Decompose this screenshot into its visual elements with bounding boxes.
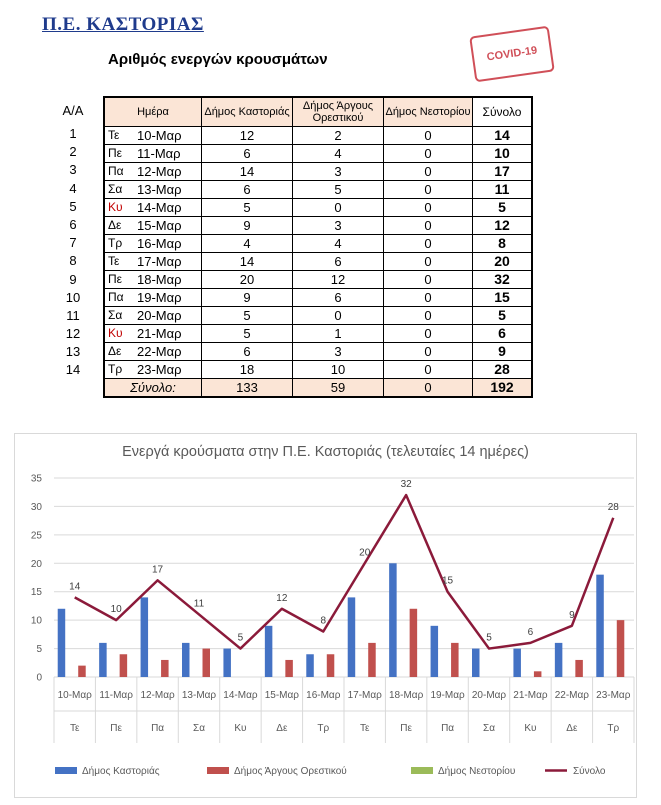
date-cell: 16-Μαρ [134, 235, 202, 253]
bar-kastoria [389, 563, 397, 677]
table-row [104, 235, 532, 253]
bar-kastoria [348, 597, 356, 677]
nestorio-cell: 0 [384, 325, 473, 343]
total-cell: 6 [473, 325, 533, 343]
legend-label: Δήμος Άργους Ορεστικού [234, 766, 347, 777]
col-header-total: Σύνολο [473, 97, 533, 127]
date-cell: 10-Μαρ [134, 127, 202, 145]
y-tick-label: 0 [36, 672, 42, 684]
x-tick-label: 10-Μαρ [57, 690, 92, 701]
bar-kastoria [431, 626, 439, 677]
legend-swatch [411, 767, 433, 774]
aa-number: 3 [69, 162, 77, 178]
date-cell: 18-Μαρ [134, 271, 202, 289]
argos-cell: 2 [293, 127, 384, 145]
x-tick-label: 14-Μαρ [223, 690, 258, 701]
aa-number: 12 [65, 326, 81, 342]
x-day-label: Πε [110, 723, 122, 734]
total-cell: 12 [473, 217, 533, 235]
table-row [104, 253, 532, 271]
sum-label: Σύνολο: [104, 379, 202, 398]
bar-kastoria [58, 609, 66, 677]
data-label: 11 [193, 598, 205, 610]
date-cell: 20-Μαρ [134, 307, 202, 325]
aa-number: 10 [65, 289, 81, 305]
date-cell: 17-Μαρ [134, 253, 202, 271]
day-cell: Σα [104, 307, 134, 325]
legend-label: Δήμος Νεστορίου [438, 766, 516, 777]
bar-argos [285, 660, 293, 677]
kastoria-cell: 5 [202, 307, 293, 325]
covid-stamp [469, 26, 555, 83]
data-label: 5 [486, 632, 492, 644]
x-day-label: Δε [566, 723, 578, 734]
y-tick-label: 15 [30, 587, 42, 599]
date-cell: 21-Μαρ [134, 325, 202, 343]
col-header-argos: Δήμος Άργους Ορεστικού [293, 97, 384, 127]
sum-row [104, 379, 532, 398]
data-label: 15 [442, 575, 454, 587]
day-cell: Δε [104, 343, 134, 361]
x-tick-label: 12-Μαρ [140, 690, 175, 701]
data-label: 9 [569, 609, 575, 621]
nestorio-cell: 0 [384, 181, 473, 199]
sum-argos: 59 [293, 379, 384, 398]
y-tick-label: 20 [30, 558, 42, 570]
table-row [104, 271, 532, 289]
kastoria-cell: 14 [202, 253, 293, 271]
aa-number: 1 [69, 126, 77, 141]
nestorio-cell: 0 [384, 289, 473, 307]
data-label: 8 [320, 615, 327, 627]
region-title: Π.Ε. ΚΑΣΤΟΡΙΑΣ [42, 14, 204, 35]
bar-kastoria [223, 649, 231, 677]
x-day-label: Σα [193, 723, 205, 734]
x-day-label: Τε [359, 723, 370, 734]
y-tick-label: 5 [36, 644, 42, 656]
day-cell: Τε [104, 253, 134, 271]
kastoria-cell: 5 [202, 325, 293, 343]
bar-kastoria [555, 643, 563, 677]
kastoria-cell: 18 [202, 361, 293, 379]
bar-argos [120, 654, 128, 677]
bar-kastoria [182, 643, 190, 677]
kastoria-cell: 5 [202, 199, 293, 217]
aa-number: 11 [66, 307, 80, 323]
x-day-label: Πα [441, 723, 455, 734]
total-cell: 15 [473, 289, 533, 307]
y-tick-label: 10 [30, 615, 42, 627]
aa-column [52, 97, 94, 380]
argos-cell: 12 [293, 271, 384, 289]
argos-cell: 3 [293, 217, 384, 235]
x-day-label: Τε [69, 723, 80, 734]
x-day-label: Δε [276, 723, 288, 734]
x-tick-label: 11-Μαρ [99, 690, 133, 701]
kastoria-cell: 6 [202, 181, 293, 199]
nestorio-cell: 0 [384, 307, 473, 325]
argos-cell: 1 [293, 325, 384, 343]
data-label: 5 [237, 632, 244, 644]
data-label: 28 [607, 501, 619, 513]
bar-argos [617, 620, 625, 677]
y-tick-label: 25 [30, 530, 42, 542]
legend-label: Δήμος Καστοριάς [82, 766, 160, 777]
date-cell: 11-Μαρ [134, 145, 202, 163]
x-day-label: Τρ [317, 723, 330, 734]
argos-cell: 3 [293, 163, 384, 181]
total-cell: 5 [473, 199, 533, 217]
day-cell: Σα [104, 181, 134, 199]
aa-number: 4 [69, 180, 77, 196]
bar-kastoria [265, 626, 273, 677]
kastoria-cell: 6 [202, 145, 293, 163]
date-cell: 13-Μαρ [134, 181, 202, 199]
kastoria-cell: 9 [202, 217, 293, 235]
x-tick-label: 17-Μαρ [347, 690, 382, 701]
y-tick-label: 35 [30, 473, 42, 485]
data-label: 17 [152, 564, 164, 576]
aa-number: 8 [69, 253, 77, 269]
table-row [104, 325, 532, 343]
argos-cell: 4 [293, 145, 384, 163]
nestorio-cell: 0 [384, 361, 473, 379]
legend-swatch [207, 767, 229, 774]
legend-label: Σύνολο [573, 766, 606, 777]
argos-cell: 0 [293, 307, 384, 325]
table-row [104, 289, 532, 307]
chart-container [14, 433, 637, 798]
nestorio-cell: 0 [384, 145, 473, 163]
date-cell: 14-Μαρ [134, 199, 202, 217]
day-cell: Κυ [104, 199, 134, 217]
y-tick-label: 30 [30, 501, 42, 513]
kastoria-cell: 20 [202, 271, 293, 289]
data-label: 6 [527, 626, 534, 638]
argos-cell: 4 [293, 235, 384, 253]
x-tick-label: 16-Μαρ [306, 690, 341, 701]
table-row [104, 181, 532, 199]
bar-argos [368, 643, 376, 677]
total-cell: 20 [473, 253, 533, 271]
total-cell: 11 [473, 181, 533, 199]
x-tick-label: 23-Μαρ [596, 690, 631, 701]
aa-number: 14 [65, 362, 81, 378]
x-day-label: Σα [483, 723, 495, 734]
day-cell: Τρ [104, 235, 134, 253]
aa-number: 2 [69, 144, 77, 160]
argos-cell: 6 [293, 253, 384, 271]
aa-number: 7 [69, 235, 77, 251]
kastoria-cell: 9 [202, 289, 293, 307]
total-cell: 10 [473, 145, 533, 163]
stamp-text: COVID-19 [486, 44, 538, 64]
argos-cell: 6 [293, 289, 384, 307]
bar-argos [534, 671, 542, 677]
bar-argos [575, 660, 583, 677]
total-cell: 14 [473, 127, 533, 145]
date-cell: 12-Μαρ [134, 163, 202, 181]
bar-kastoria [513, 649, 521, 677]
nestorio-cell: 0 [384, 217, 473, 235]
x-day-label: Κυ [234, 723, 247, 734]
nestorio-cell: 0 [384, 163, 473, 181]
chart-title: Ενεργά κρούσματα στην Π.Ε. Καστοριάς (τελευταίες 14 ημέρες) [122, 444, 529, 460]
table-row [104, 361, 532, 379]
x-tick-label: 15-Μαρ [264, 690, 299, 701]
total-cell: 17 [473, 163, 533, 181]
nestorio-cell: 0 [384, 235, 473, 253]
bar-argos [327, 654, 335, 677]
total-cell: 8 [473, 235, 533, 253]
sum-nestorio: 0 [384, 379, 473, 398]
kastoria-cell: 14 [202, 163, 293, 181]
argos-cell: 3 [293, 343, 384, 361]
table-row [104, 163, 532, 181]
x-day-label: Κυ [524, 723, 537, 734]
cases-table [103, 96, 533, 398]
total-cell: 5 [473, 307, 533, 325]
nestorio-cell: 0 [384, 199, 473, 217]
argos-cell: 10 [293, 361, 384, 379]
day-cell: Κυ [104, 325, 134, 343]
kastoria-cell: 12 [202, 127, 293, 145]
aa-number: 13 [65, 344, 81, 360]
bar-argos [410, 609, 418, 677]
sum-kastoria: 133 [202, 379, 293, 398]
data-label: 14 [69, 581, 81, 593]
day-cell: Τε [104, 127, 134, 145]
x-tick-label: 22-Μαρ [554, 690, 589, 701]
chart-svg [15, 434, 636, 797]
bar-kastoria [141, 597, 149, 677]
sum-total: 192 [473, 379, 533, 398]
date-cell: 19-Μαρ [134, 289, 202, 307]
day-cell: Πε [104, 271, 134, 289]
bar-kastoria [99, 643, 107, 677]
table-row [104, 145, 532, 163]
col-header-kastoria: Δήμος Καστοριάς [202, 97, 293, 127]
table-header-row [104, 97, 532, 127]
kastoria-cell: 6 [202, 343, 293, 361]
day-cell: Πα [104, 289, 134, 307]
day-cell: Πα [104, 163, 134, 181]
total-cell: 32 [473, 271, 533, 289]
aa-number: 5 [69, 198, 77, 214]
day-cell: Πε [104, 145, 134, 163]
date-cell: 23-Μαρ [134, 361, 202, 379]
aa-number: 9 [69, 271, 77, 287]
bar-kastoria [596, 575, 604, 677]
table-row [104, 127, 532, 145]
aa-number: 6 [69, 216, 77, 232]
col-header-nestorio: Δήμος Νεστορίου [384, 97, 473, 127]
x-day-label: Τρ [607, 723, 620, 734]
date-cell: 15-Μαρ [134, 217, 202, 235]
bar-argos [78, 666, 86, 677]
day-cell: Τρ [104, 361, 134, 379]
nestorio-cell: 0 [384, 271, 473, 289]
argos-cell: 5 [293, 181, 384, 199]
x-tick-label: 20-Μαρ [471, 690, 507, 701]
bar-argos [161, 660, 169, 677]
legend-swatch [55, 767, 77, 774]
x-tick-label: 13-Μαρ [181, 690, 217, 701]
bar-kastoria [472, 649, 480, 677]
data-label: 12 [276, 592, 288, 604]
data-label: 20 [359, 547, 371, 559]
date-cell: 22-Μαρ [134, 343, 202, 361]
argos-cell: 0 [293, 199, 384, 217]
x-tick-label: 21-Μαρ [513, 690, 548, 701]
x-day-label: Πε [400, 723, 412, 734]
x-tick-label: 19-Μαρ [430, 690, 465, 701]
total-cell: 9 [473, 343, 533, 361]
bar-argos [451, 643, 459, 677]
table-row [104, 199, 532, 217]
bar-argos [203, 649, 211, 677]
table-row [104, 343, 532, 361]
aa-header: Α/Α [62, 103, 84, 118]
nestorio-cell: 0 [384, 127, 473, 145]
nestorio-cell: 0 [384, 253, 473, 271]
x-day-label: Πα [151, 723, 165, 734]
day-cell: Δε [104, 217, 134, 235]
x-tick-label: 18-Μαρ [389, 690, 424, 701]
nestorio-cell: 0 [384, 343, 473, 361]
col-header-day: Ημέρα [104, 97, 202, 127]
table-title: Αριθμός ενεργών κρουσμάτων [108, 51, 328, 68]
kastoria-cell: 4 [202, 235, 293, 253]
bar-kastoria [306, 654, 314, 677]
table-row [104, 217, 532, 235]
data-label: 10 [110, 604, 122, 616]
table-row [104, 307, 532, 325]
data-label: 32 [400, 479, 412, 491]
total-cell: 28 [473, 361, 533, 379]
